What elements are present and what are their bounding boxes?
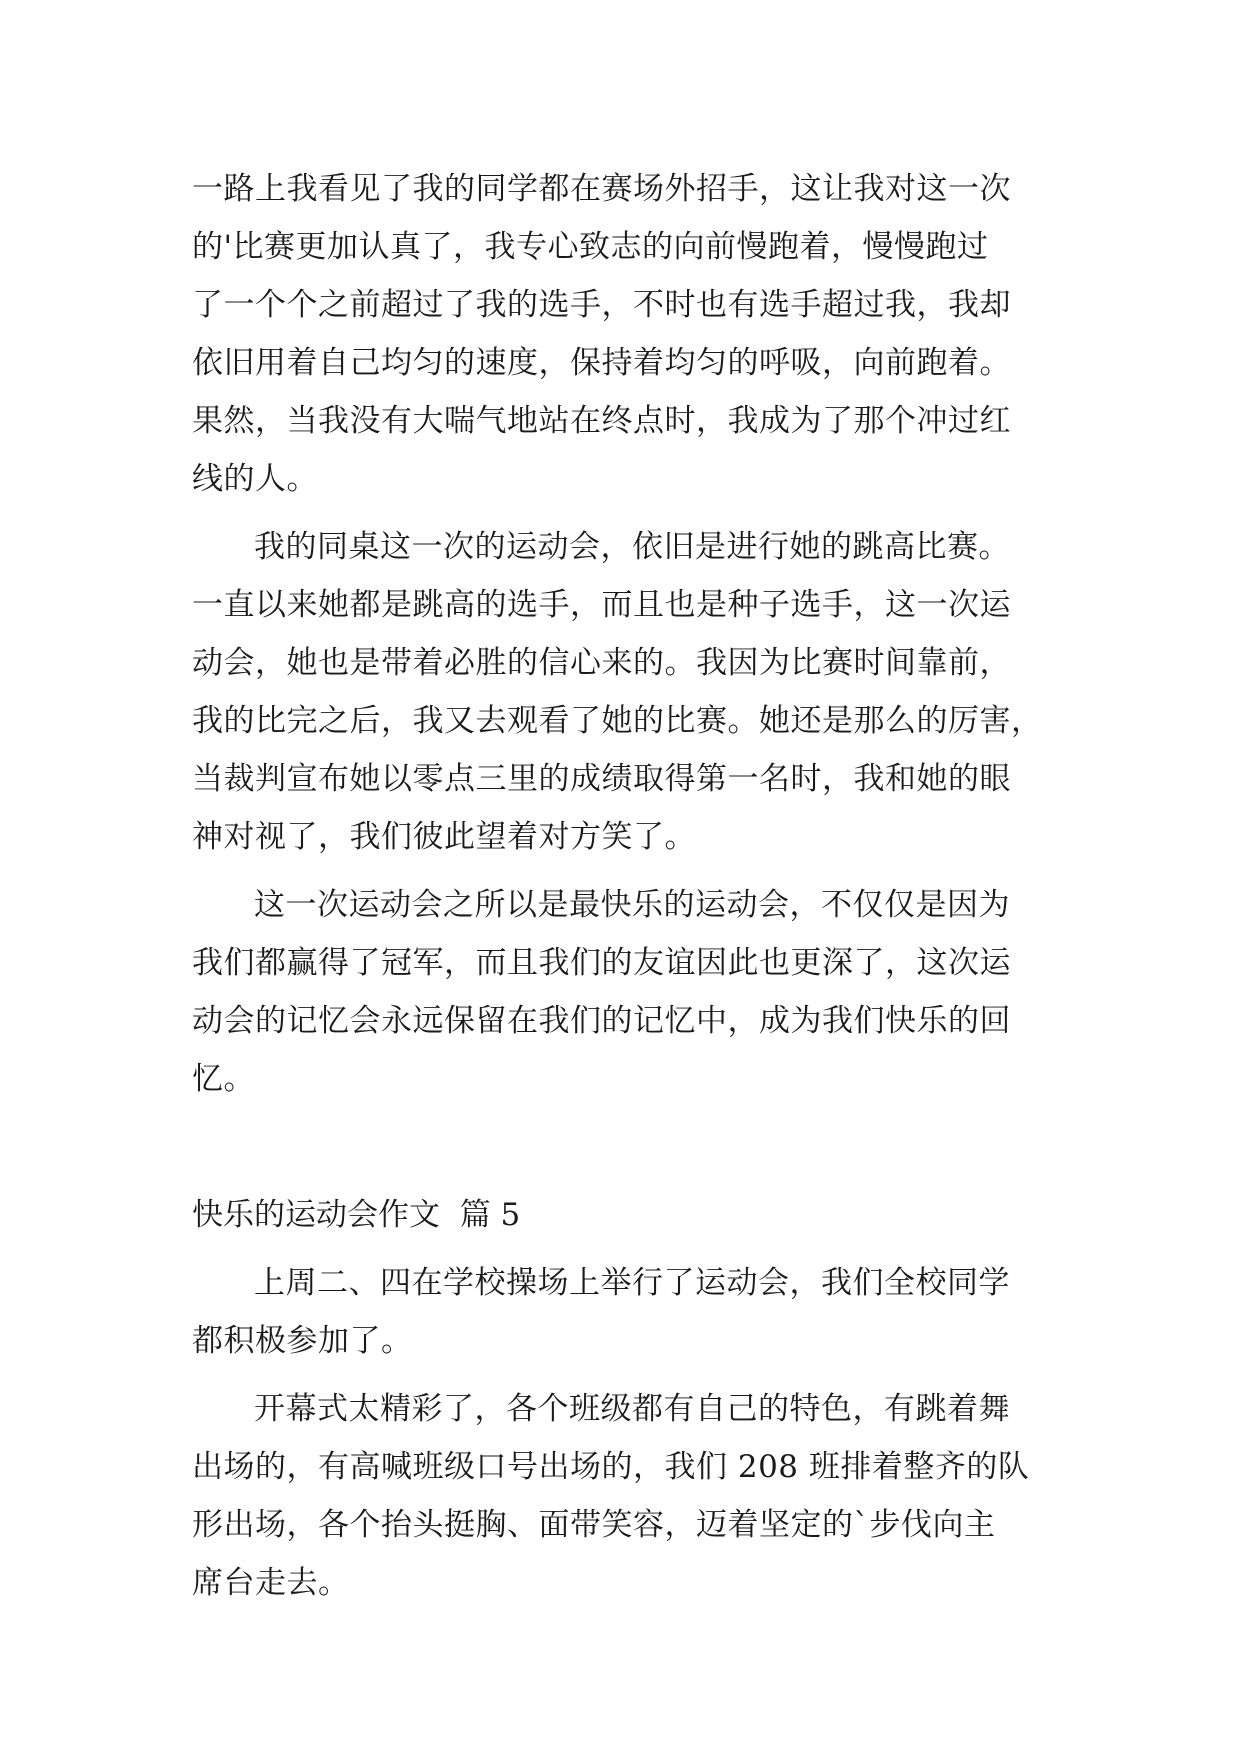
text-line: 忆。 bbox=[192, 1061, 255, 1097]
text-line: 一路上我看见了我的同学都在赛场外招手，这让我对这一次 bbox=[192, 171, 1011, 207]
text-line: 这一次运动会之所以是最快乐的运动会，不仅仅是因为 bbox=[254, 887, 1010, 923]
text-line: 都积极参加了。 bbox=[192, 1323, 413, 1359]
text-line: 席台走去。 bbox=[192, 1565, 350, 1601]
text-line: 我的同桌这一次的运动会，依旧是进行她的跳高比赛。 bbox=[254, 529, 1010, 565]
text-line: 动会的记忆会永远保留在我们的记忆中，成为我们快乐的回 bbox=[192, 1003, 1011, 1039]
text-line: 一直以来她都是跳高的选手，而且也是种子选手，这一次运 bbox=[192, 587, 1011, 623]
text-line: 上周二、四在学校操场上举行了运动会，我们全校同学 bbox=[254, 1265, 1010, 1301]
text-line: 出场的，有高喊班级口号出场的，我们 208 班排着整齐的队 bbox=[192, 1449, 1030, 1485]
text-line: 的'比赛更加认真了，我专心致志的向前慢跑着，慢慢跑过 bbox=[192, 229, 989, 265]
text-line: 神对视了，我们彼此望着对方笑了。 bbox=[192, 819, 696, 855]
text-line: 形出场，各个抬头挺胸、面带笑容，迈着坚定的`步伐向主 bbox=[192, 1507, 996, 1543]
text-line: 我们都赢得了冠军，而且我们的友谊因此也更深了，这次运 bbox=[192, 945, 1011, 981]
text-line: 依旧用着自己均匀的速度，保持着均匀的呼吸，向前跑着。 bbox=[192, 345, 1011, 381]
paragraph-1 bbox=[192, 160, 1060, 508]
paragraph-2 bbox=[192, 518, 1060, 866]
section-heading: 快乐的运动会作文 篇 5 bbox=[192, 1197, 521, 1233]
document-page bbox=[192, 160, 1060, 1612]
text-line: 线的人。 bbox=[192, 461, 318, 497]
paragraph-4 bbox=[192, 1254, 1060, 1370]
text-line: 果然，当我没有大喘气地站在终点时，我成为了那个冲过红 bbox=[192, 403, 1011, 439]
paragraph-5 bbox=[192, 1380, 1060, 1612]
text-line: 动会，她也是带着必胜的信心来的。我因为比赛时间靠前， bbox=[192, 645, 1011, 681]
text-line: 当裁判宣布她以零点三里的成绩取得第一名时，我和她的眼 bbox=[192, 761, 1011, 797]
text-line: 开幕式太精彩了，各个班级都有自己的特色，有跳着舞 bbox=[254, 1391, 1010, 1427]
text-line: 我的比完之后，我又去观看了她的比赛。她还是那么的厉害， bbox=[192, 703, 1043, 739]
text-line: 了一个个之前超过了我的选手，不时也有选手超过我，我却 bbox=[192, 287, 1011, 323]
paragraph-3 bbox=[192, 876, 1060, 1108]
